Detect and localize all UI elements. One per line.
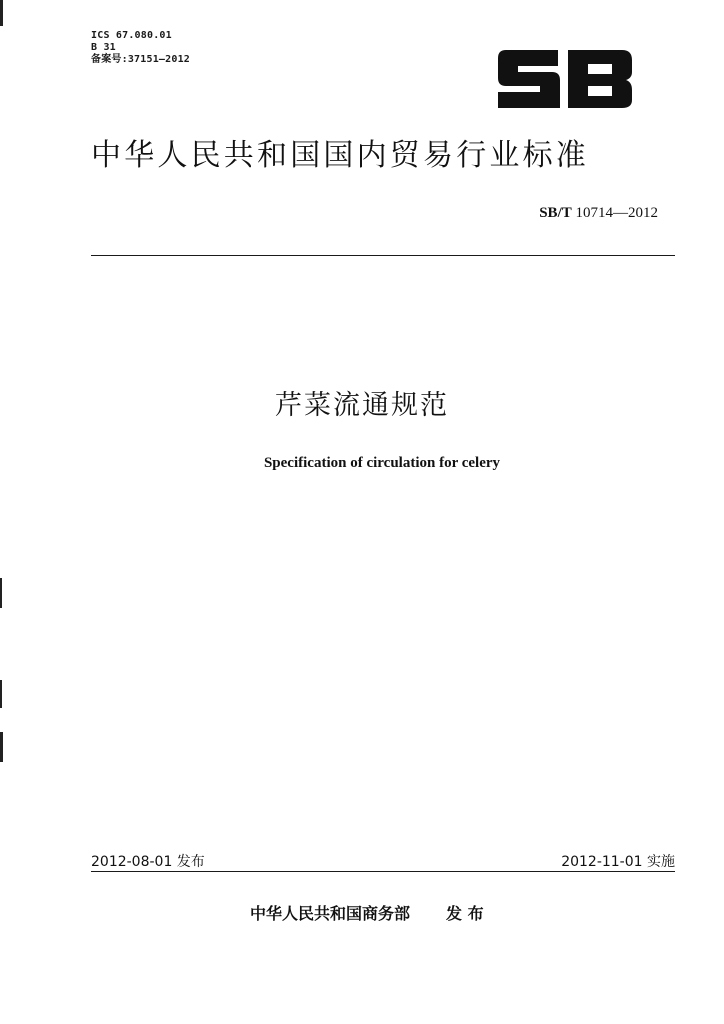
issue-date: 2012-08-01 发布 bbox=[91, 854, 205, 870]
issuer-action: 发 布 bbox=[446, 904, 484, 923]
issuer-line bbox=[250, 904, 484, 924]
binding-mark bbox=[0, 732, 3, 762]
document-title-cn: 芹菜流通规范 bbox=[275, 390, 449, 421]
binding-mark bbox=[0, 680, 2, 708]
sb-logo-b bbox=[568, 50, 632, 108]
standard-code: 10714—2012 bbox=[575, 205, 658, 221]
filing-number: 备案号:37151—2012 bbox=[91, 54, 191, 65]
bottom-divider bbox=[91, 871, 675, 872]
sb-logo bbox=[494, 44, 635, 114]
classification-codes bbox=[91, 30, 190, 66]
top-divider bbox=[91, 255, 675, 256]
ccs-code: B 31 bbox=[91, 42, 116, 53]
document-title-en: Specification of circulation for celery bbox=[263, 455, 501, 471]
implementation-date: 2012-11-01 实施 bbox=[561, 854, 675, 870]
sb-logo-s bbox=[498, 50, 560, 108]
standard-prefix: SB/T bbox=[539, 205, 572, 221]
standard-number bbox=[539, 203, 658, 223]
organization-title: 中华人民共和国国内贸易行业标准 bbox=[91, 138, 589, 173]
binding-mark bbox=[0, 0, 3, 26]
ics-code: ICS 67.080.01 bbox=[91, 30, 172, 41]
issuer-name: 中华人民共和国商务部 bbox=[250, 904, 411, 923]
binding-mark bbox=[0, 578, 2, 608]
